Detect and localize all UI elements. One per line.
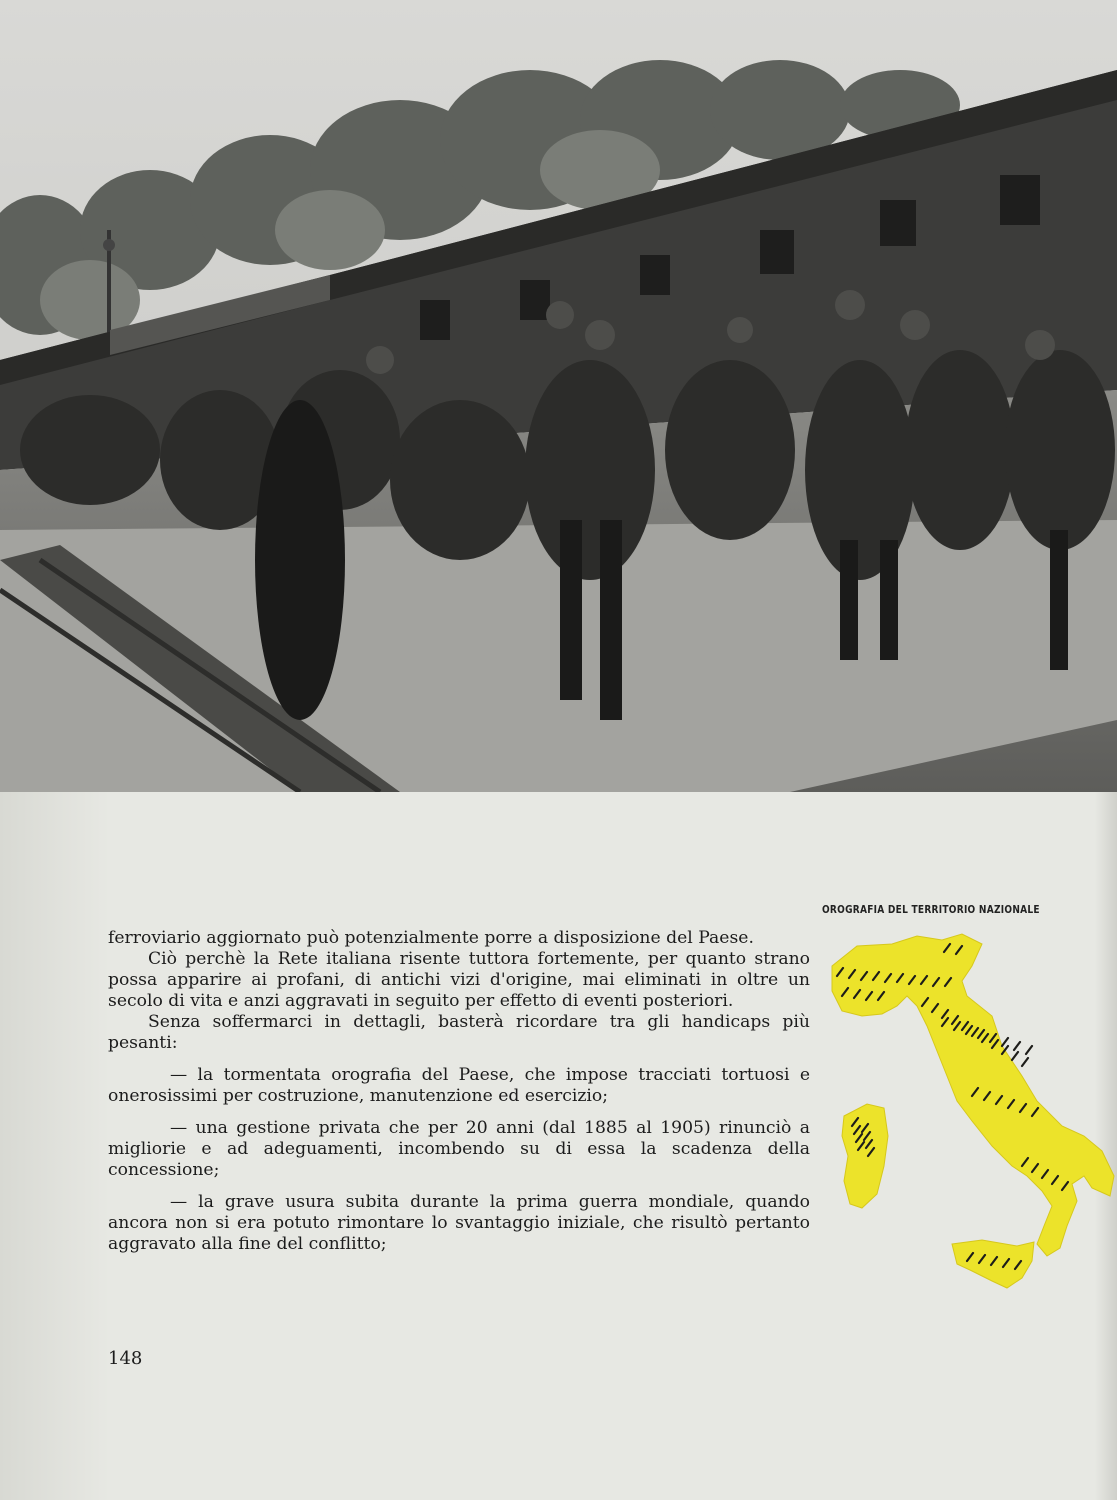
- body-text: [108, 928, 810, 1255]
- paragraph: Ciò perchè la Rete italiana risente tuttora fortemente, per quanto strano possa apparire ai profani, di antichi vizi d'origine, mai eliminati in oltre un secolo di vita e anzi aggravati in seguito per effetto di eventi posteriori.: [108, 949, 810, 1011]
- italy-orography-map: [822, 926, 1117, 1311]
- list-item: — la tormentata orografia del Paese, che impose tracciati tortuosi e onerosissimi per costruzione, manutenzione ed esercizio;: [108, 1065, 810, 1106]
- paragraph: Senza soffermarci in dettagli, basterà ricordare tra gli handicaps più pesanti:: [108, 1012, 810, 1053]
- list-item: — la grave usura subita durante la prima guerra mondiale, quando ancora non si era potuto rimontare lo svantaggio iniziale, che risultò pertanto aggravato alla fine del conflitto;: [108, 1192, 810, 1254]
- map-caption: OROGRAFIA DEL TERRITORIO NAZIONALE: [822, 904, 1040, 916]
- page-number: 148: [108, 1348, 143, 1369]
- paragraph: ferroviario aggiornato può potenzialmente porre a disposizione del Paese.: [108, 928, 754, 948]
- page-gutter-shadow: [0, 792, 110, 1500]
- list-item: — una gestione privata che per 20 anni (dal 1885 al 1905) rinunciò a migliorie e ad adeguamenti, incombendo su di essa la scadenza della concessione;: [108, 1118, 810, 1180]
